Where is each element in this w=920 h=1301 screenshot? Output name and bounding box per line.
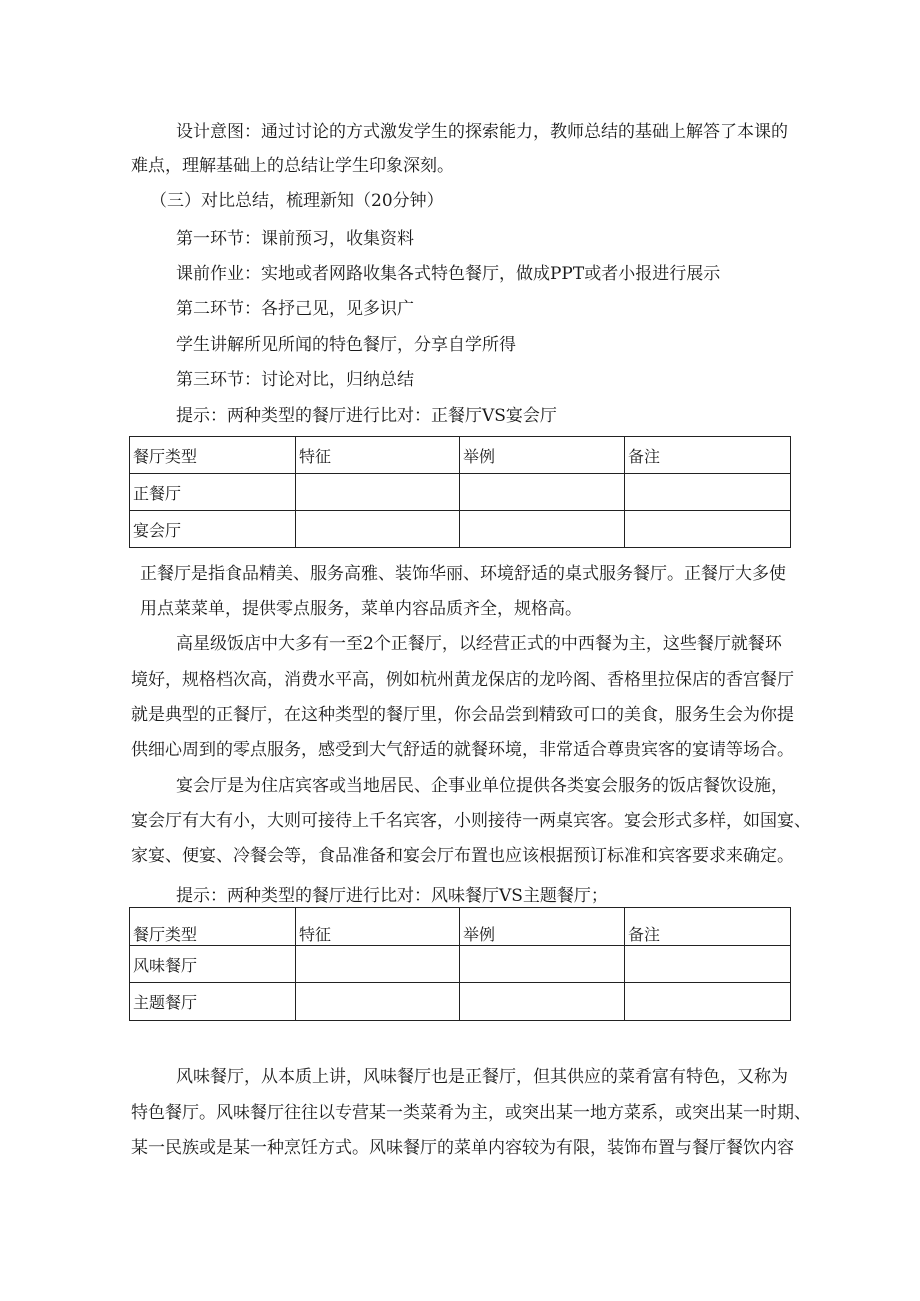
table-row bbox=[130, 946, 791, 983]
table-cell bbox=[460, 474, 625, 511]
table-cell: 宴会厅 bbox=[130, 511, 296, 548]
table-header-cell: 备注 bbox=[625, 908, 791, 946]
hint-1: 提示：两种类型的餐厅进行比对：正餐厅VS宴会厅 bbox=[176, 406, 557, 426]
table-cell bbox=[296, 983, 460, 1021]
design-intent-line-2: 难点，理解基础上的总结让学生印象深刻。 bbox=[131, 156, 454, 176]
para-fengwei-line-1: 风味餐厅，从本质上讲，风味餐厅也是正餐厅，但其供应的菜肴富有特色，又称为 bbox=[176, 1067, 788, 1087]
hint-2: 提示：两种类型的餐厅进行比对：风味餐厅VS主题餐厅； bbox=[176, 886, 608, 906]
step-1-homework: 课前作业：实地或者网路收集各式特色餐厅，做成PPT或者小报进行展示 bbox=[176, 264, 721, 284]
step-1-title: 第一环节：课前预习，收集资料 bbox=[176, 229, 414, 249]
table-cell bbox=[460, 983, 625, 1021]
para-zhengcanting-line-1: 正餐厅是指食品精美、服务高雅、装饰华丽、环境舒适的桌式服务餐厅。正餐厅大多使 bbox=[140, 564, 786, 584]
table-cell bbox=[625, 511, 791, 548]
table-cell bbox=[296, 511, 460, 548]
table-cell bbox=[625, 474, 791, 511]
table-header-cell: 举例 bbox=[460, 437, 625, 474]
comparison-table-1 bbox=[129, 436, 791, 548]
table-header-row bbox=[130, 437, 791, 474]
para-gaoxingji-line-3: 就是典型的正餐厅，在这种类型的餐厅里，你会品尝到精致可口的美食，服务生会为你提 bbox=[131, 705, 794, 725]
table-cell: 主题餐厅 bbox=[130, 983, 296, 1021]
table-cell bbox=[625, 983, 791, 1021]
table-row bbox=[130, 983, 791, 1021]
comparison-table-2 bbox=[129, 907, 791, 1021]
table-cell bbox=[460, 946, 625, 983]
para-gaoxingji-line-2: 境好，规格档次高，消费水平高，例如杭州黄龙保店的龙吟阁、香格里拉保店的香宫餐厅 bbox=[131, 670, 794, 690]
para-gaoxingji-line-4: 供细心周到的零点服务，感受到大气舒适的就餐环境，非常适合尊贵宾客的宴请等场合。 bbox=[131, 740, 794, 760]
step-3-title: 第三环节：讨论对比，归纳总结 bbox=[176, 370, 414, 390]
table-row bbox=[130, 511, 791, 548]
para-yanhuiting-line-2: 宴会厅有大有小，大则可接待上千名宾客，小则接待一两桌宾客。宴会形式多样，如国宴、 bbox=[131, 811, 811, 831]
para-fengwei-line-2: 特色餐厅。风味餐厅往往以专营某一类菜肴为主，或突出某一地方菜系，或突出某一时期、 bbox=[131, 1103, 811, 1123]
table-cell bbox=[296, 946, 460, 983]
table-row bbox=[130, 474, 791, 511]
table-cell: 风味餐厅 bbox=[130, 946, 296, 983]
para-yanhuiting-line-3: 家宴、便宴、冷餐会等，食品准备和宴会厅布置也应该根据预订标准和宾客要求来确定。 bbox=[131, 846, 794, 866]
para-yanhuiting-line-1: 宴会厅是为住店宾客或当地居民、企事业单位提供各类宴会服务的饭店餐饮设施， bbox=[176, 776, 788, 796]
step-2-title: 第二环节：各抒己见，见多识广 bbox=[176, 299, 414, 319]
design-intent-line-1: 设计意图：通过讨论的方式激发学生的探索能力，教师总结的基础上解答了本课的 bbox=[176, 122, 788, 142]
table-cell bbox=[460, 511, 625, 548]
para-zhengcanting-line-2: 用点菜菜单，提供零点服务，菜单内容品质齐全，规格高。 bbox=[140, 599, 582, 619]
para-gaoxingji-line-1: 高星级饭店中大多有一至2个正餐厅，以经营正式的中西餐为主，这些餐厅就餐环 bbox=[176, 634, 782, 654]
table-header-row bbox=[130, 908, 791, 946]
table-header-cell: 备注 bbox=[625, 437, 791, 474]
section-heading: （三）对比总结，梳理新知（20分钟） bbox=[150, 191, 444, 211]
table-header-cell: 特征 bbox=[296, 437, 460, 474]
table-cell bbox=[296, 474, 460, 511]
step-2-desc: 学生讲解所见所闻的特色餐厅，分享自学所得 bbox=[176, 335, 516, 355]
table-header-cell: 举例 bbox=[460, 908, 625, 946]
para-fengwei-line-3: 某一民族或是某一种烹饪方式。风味餐厅的菜单内容较为有限，装饰布置与餐厅餐饮内容 bbox=[131, 1138, 794, 1158]
table-cell bbox=[625, 946, 791, 983]
table-cell: 正餐厅 bbox=[130, 474, 296, 511]
table-header-cell: 餐厅类型 bbox=[130, 908, 296, 946]
table-header-cell: 特征 bbox=[296, 908, 460, 946]
table-header-cell: 餐厅类型 bbox=[130, 437, 296, 474]
